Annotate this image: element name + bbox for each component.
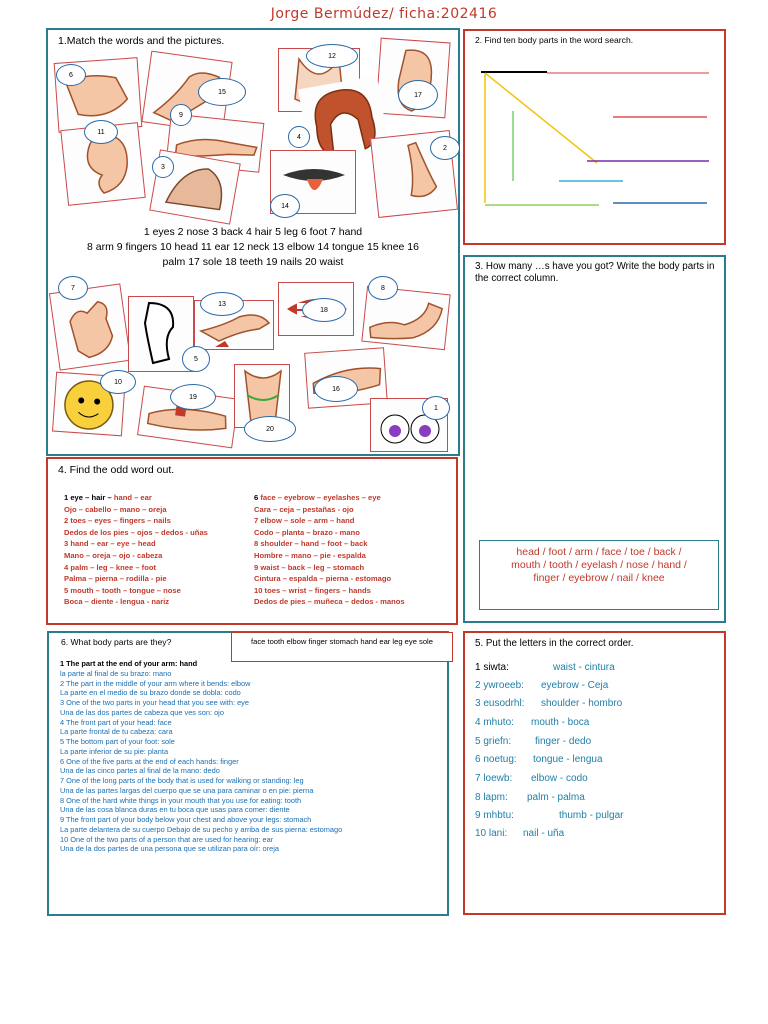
number-bubble[interactable]: 8	[368, 276, 398, 300]
word-list-line: 1 eyes 2 nose 3 back 4 hair 5 leg 6 foot 7 hand	[143, 226, 363, 238]
number-bubble[interactable]: 16	[314, 376, 358, 402]
odd-word-text: 4 palm – leg – knee – foot	[64, 562, 157, 572]
word-box-line: head / foot / arm / face / toe / back /	[516, 546, 682, 558]
odd-word-row	[254, 573, 405, 585]
number-bubble[interactable]: 3	[152, 156, 174, 178]
odd-word-text: Boca – diente - lengua - nariz	[64, 597, 170, 607]
section-letters-order	[463, 631, 726, 915]
odd-word-text: Hombre – mano – pie - espalda	[254, 550, 366, 560]
answer-text: tongue - lengua	[533, 754, 603, 765]
odd-word-row	[254, 596, 405, 608]
odd-word-row	[64, 550, 208, 562]
answer-text: palm - palma	[527, 792, 585, 803]
unscramble-row	[475, 754, 603, 765]
scrambled-word: 10 lani:	[475, 828, 508, 839]
odd-word-text: 9 waist – back – leg – stomach	[254, 562, 365, 572]
answer-line: Una de la dos partes de una persona que se utilizan para oír: oreja	[60, 844, 279, 854]
odd-word-text: Ojo – cabello – mano – oreja	[64, 504, 167, 514]
word-bank: face tooth elbow finger stomach hand ear leg eye sole	[231, 632, 453, 662]
odd-word-row	[64, 585, 208, 597]
unscramble-row	[475, 773, 588, 784]
odd-word-text: 7 elbow – sole – arm – hand	[254, 516, 355, 526]
scrambled-word: 4 mhuto:	[475, 717, 514, 728]
section-word-search	[463, 29, 726, 245]
section-title: 6. What body parts are they?	[61, 637, 172, 647]
body-parts-word-box	[479, 540, 719, 610]
section-how-many	[463, 255, 726, 623]
number-bubble[interactable]: 6	[56, 64, 86, 86]
answer-line: La parte inferior de su pie: planta	[60, 746, 169, 756]
section-odd-word-out	[46, 457, 458, 625]
answer-text: thumb - pulgar	[559, 810, 624, 821]
number-bubble[interactable]: 7	[58, 276, 88, 300]
number-bubble[interactable]: 20	[244, 416, 296, 442]
answer-text: eyebrow - Ceja	[541, 680, 609, 691]
odd-word-text: Cara – ceja – pestañas - ojo	[254, 504, 354, 514]
odd-word-row	[254, 562, 405, 574]
section-title: 1.Match the words and the pictures.	[58, 35, 225, 47]
odd-word-text: Mano – oreja – ojo - cabeza	[64, 550, 163, 560]
odd-word-row	[254, 538, 405, 550]
section-match-words	[46, 28, 460, 456]
word-list-line: 8 arm 9 fingers 10 head 11 ear 12 neck 13 elbow 14 tongue 15 knee 16	[87, 241, 419, 253]
scrambled-word: 3 eusodrhl:	[475, 698, 525, 709]
answer-line: Una de las dos partes de cabeza que ves son: ojo	[60, 707, 224, 717]
odd-word-text: 2 toes – eyes – fingers – nails	[64, 516, 171, 526]
word-list-line: palm 17 sole 18 teeth 19 nails 20 waist	[162, 256, 344, 268]
odd-word-row	[64, 515, 208, 527]
answer-text: nail - uña	[523, 828, 565, 839]
answer-text: elbow - codo	[531, 773, 588, 784]
answer-line: La parte en el medio de su brazo donde se dobla: codo	[60, 688, 241, 698]
odd-word-row	[64, 562, 208, 574]
odd-word-row	[64, 538, 208, 550]
odd-word-row	[254, 585, 405, 597]
question-line: 9 The front part of your body below your chest and above your legs: stomach	[60, 815, 312, 824]
scrambled-word: 6 noetug:	[475, 754, 517, 765]
number-bubble[interactable]: 10	[100, 370, 136, 394]
odd-word-prefix: 6	[254, 493, 261, 502]
question-line: 3 One of the two parts in your head that you see with: eye	[60, 698, 249, 707]
odd-word-text: Codo – planta – brazo - mano	[254, 527, 360, 537]
question-line: 10 One of the two parts of a person that are used for hearing: ear	[60, 834, 274, 844]
answer-text: shoulder - hombro	[541, 698, 623, 709]
answer-line: la parte al final de su brazo: mano	[60, 668, 172, 678]
section-title: 2. Find ten body parts in the word search.	[475, 35, 634, 45]
question-list	[60, 659, 445, 854]
section-title: 3. How many …s have you got? Write the body parts in the correct column.	[475, 261, 715, 284]
odd-word-text: Dedos de los pies – ojos – dedos - uñas	[64, 527, 208, 537]
question-line: 2 The part in the middle of your arm where it bends: elbow	[60, 678, 251, 688]
answer-text: finger - dedo	[535, 736, 592, 747]
section-title: 5. Put the letters in the correct order.	[475, 638, 634, 649]
question-line: 8 One of the hard white things in your mouth that you use for eating: tooth	[60, 795, 302, 805]
number-bubble[interactable]: 17	[398, 80, 438, 110]
odd-word-text: Dedos de pies – muñeca – dedos - manos	[254, 597, 405, 607]
answer-line: La parte frontal de tu cabeza: cara	[60, 727, 173, 737]
odd-word-text: 5 mouth – tooth – tongue – nose	[64, 585, 181, 595]
odd-word-row	[64, 504, 208, 516]
scrambled-word: 2 ywroeeb:	[475, 680, 524, 691]
number-bubble[interactable]: 5	[182, 346, 210, 372]
unscramble-row	[475, 828, 565, 839]
unscramble-row	[475, 717, 590, 728]
number-bubble[interactable]: 18	[302, 298, 346, 322]
word-search-lines	[465, 31, 724, 243]
odd-word-row	[254, 527, 405, 539]
question-line: 1 The part at the end of your arm: hand	[60, 659, 198, 668]
odd-word-text: hand – ear	[113, 493, 152, 502]
picture-hand	[49, 283, 131, 370]
number-bubble[interactable]: 4	[288, 126, 310, 148]
page-header: Jorge Bermúdez/ ficha:202416	[270, 6, 498, 22]
number-bubble[interactable]: 12	[306, 44, 358, 68]
number-bubble[interactable]: 1	[422, 396, 450, 420]
section-what-body-parts	[47, 631, 449, 916]
odd-word-row	[64, 596, 208, 608]
scrambled-word: 1 siwta:	[475, 662, 509, 673]
odd-word-text: 8 shoulder – hand – foot – back	[254, 539, 368, 549]
number-bubble[interactable]: 14	[270, 194, 300, 218]
odd-word-row	[254, 504, 405, 516]
unscramble-row	[475, 680, 609, 691]
word-list	[48, 225, 458, 270]
odd-word-row	[254, 550, 405, 562]
unscramble-row	[475, 792, 585, 803]
unscramble-row	[475, 698, 623, 709]
odd-word-row	[254, 515, 405, 527]
answer-line: Una de las partes largas del cuerpo que se una para caminar o en pie: pierna	[60, 785, 314, 795]
answer-text: waist - cintura	[553, 662, 615, 673]
answer-line: Una de las cosa blanca duras en tu boca que usas para comer: diente	[60, 805, 290, 815]
number-bubble[interactable]: 13	[200, 292, 244, 316]
scrambled-word: 9 mhbtu:	[475, 810, 514, 821]
scrambled-word: 8 lapm:	[475, 792, 508, 803]
odd-word-text: 3 hand – ear – eye – head	[64, 539, 156, 549]
question-line: 4 The front part of your head: face	[60, 717, 172, 727]
unscramble-row	[475, 662, 615, 673]
number-bubble[interactable]: 19	[170, 384, 216, 410]
odd-word-prefix: 1 eye – hair –	[64, 493, 114, 502]
odd-word-row	[64, 573, 208, 585]
odd-word-row	[254, 492, 405, 504]
scrambled-word: 5 griefn:	[475, 736, 512, 747]
answer-line: La parte delantera de su cuerpo Debajo de su pecho y arriba de sus pierna: estomago	[60, 824, 343, 834]
odd-word-row	[64, 492, 208, 504]
scrambled-word: 7 loewb:	[475, 773, 513, 784]
odd-word-row	[64, 527, 208, 539]
number-bubble[interactable]: 9	[170, 104, 192, 126]
odd-word-text: 10 toes – wrist – fingers – hands	[254, 585, 371, 595]
question-line: 7 One of the long parts of the body that is used for walking or standing: leg	[60, 776, 304, 785]
number-bubble[interactable]: 2	[430, 136, 460, 160]
question-line: 6 One of the five parts at the end of each hands: finger	[60, 756, 239, 766]
word-box-line: finger / eyebrow / nail / knee	[533, 572, 665, 584]
number-bubble[interactable]: 11	[84, 120, 118, 144]
odd-word-text: Palma – pierna – rodilla - pie	[64, 574, 167, 584]
unscramble-row	[475, 810, 624, 821]
odd-word-column-left	[64, 492, 208, 608]
answer-text: mouth - boca	[531, 717, 590, 728]
odd-word-text: Cintura – espalda – pierna - estomago	[254, 574, 392, 584]
question-line: 5 The bottom part of your foot: sole	[60, 737, 175, 746]
odd-word-column-right	[254, 492, 405, 608]
answer-line: Una de las cinco partes al final de la mano: dedo	[60, 766, 220, 776]
unscramble-row	[475, 736, 592, 747]
word-box-line: mouth / tooth / eyelash / nose / hand /	[511, 559, 687, 571]
hand-illustration	[50, 284, 131, 370]
odd-word-text: face – eyebrow – eyelashes – eye	[260, 493, 381, 502]
section-title: 4. Find the odd word out.	[58, 464, 175, 476]
number-bubble[interactable]: 15	[198, 78, 246, 106]
